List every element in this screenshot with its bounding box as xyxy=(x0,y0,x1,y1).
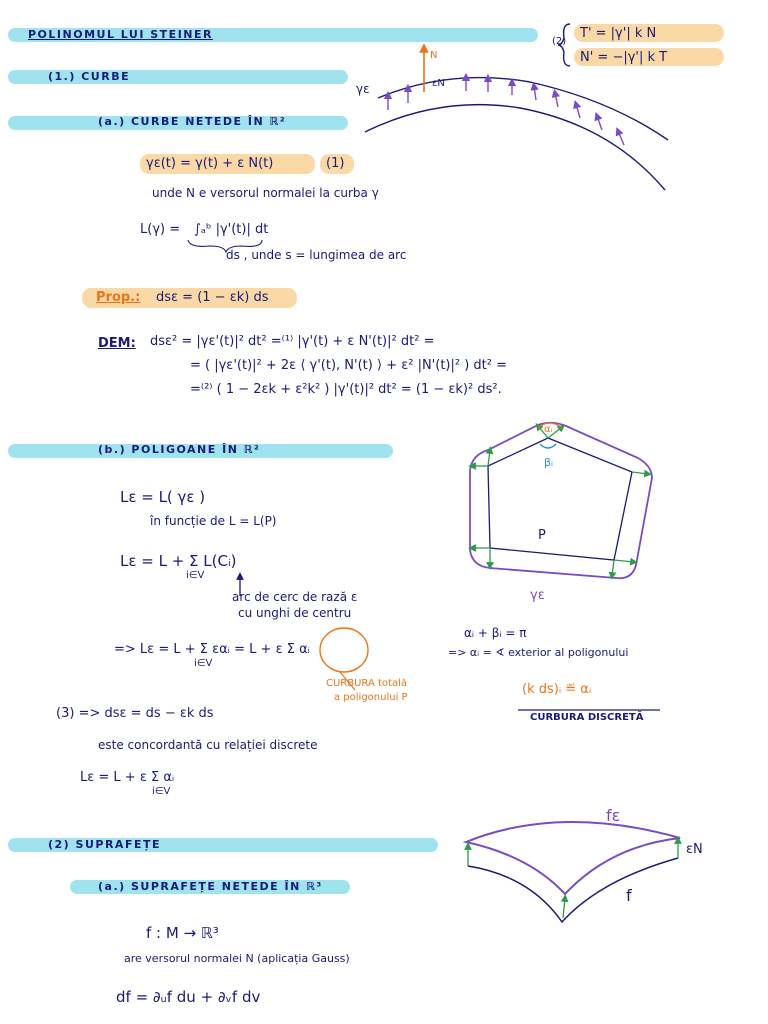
curve-label-gamma-e: γε xyxy=(356,82,370,96)
eq3-implication: (3) => dsε = ds − εk ds xyxy=(56,706,214,721)
concordance-note: este concordantă cu relației discrete xyxy=(98,738,318,752)
curbura-note-2: a poligonului P xyxy=(334,692,408,703)
differential-formula: df = ∂ᵤf du + ∂ᵥf dv xyxy=(116,988,261,1006)
exterior-angle-note: => αᵢ = ∢ exterior al poligonului xyxy=(448,646,629,659)
L-eps-final-index: i∈V xyxy=(152,786,171,797)
curve-label-eN: εN xyxy=(432,78,445,89)
ds-note: ds , unde s = lungimea de arc xyxy=(226,248,407,262)
prop-formula: dsε = (1 − εk) ds xyxy=(156,290,269,305)
arc-note-1: arc de cerc de rază ε xyxy=(232,590,358,604)
equation-1-number: (1) xyxy=(326,156,345,171)
section1a-header: (a.) CURBE NETEDE ÎN ℝ² xyxy=(98,115,287,128)
surface-map: f : M → ℝ³ xyxy=(146,924,219,942)
length-lhs: L(γ) = xyxy=(140,222,181,237)
surface-normal-note: are versorul normalei N (aplicația Gauss) xyxy=(124,952,350,965)
dem-label: DEM: xyxy=(98,336,136,351)
normal-note: unde N e versorul normalei la curba γ xyxy=(152,186,379,200)
angle-relation: αᵢ + βᵢ = π xyxy=(464,626,527,640)
L-eps-sum: Lε = L + Σ L(Cᵢ) xyxy=(120,552,237,570)
surface-label-f: f xyxy=(626,886,632,905)
poly-label-P: P xyxy=(538,528,546,543)
dem-line-1: dsε² = |γε'(t)|² dt² =⁽¹⁾ |γ'(t) + ε N'(t)|² dt² = xyxy=(150,334,435,349)
L-eps-sum-index: i∈V xyxy=(186,570,205,581)
section2-header: (2) SUPRAFEȚE xyxy=(48,838,161,851)
arc-note-2: cu unghi de centru xyxy=(238,606,352,620)
L-function-note: în funcție de L = L(P) xyxy=(150,514,277,528)
length-rhs: ∫ₐᵇ |γ'(t)| dt xyxy=(194,222,269,237)
polygon-P xyxy=(488,438,632,560)
discrete-curvature-label: CURBURA DISCRETĂ xyxy=(530,712,644,723)
curve-label-N: N xyxy=(430,50,438,61)
polygon-normals xyxy=(472,426,648,576)
L-eps-alpha-index: i∈V xyxy=(194,658,213,669)
surface-f xyxy=(468,858,678,922)
section1b-header: (b.) POLIGOANE ÎN ℝ² xyxy=(98,443,261,456)
frenet-line-2: N' = −|γ'| k T xyxy=(580,50,668,65)
discrete-curvature-def: (k ds)ᵢ ≝ αᵢ xyxy=(522,682,592,697)
dem-line-3: =⁽²⁾ ( 1 − 2εk + ε²k² ) |γ'(t)|² dt² = (1 − εk)² ds². xyxy=(190,382,502,397)
prop-label: Prop.: xyxy=(96,290,141,305)
page-title: POLINOMUL LUI STEINER xyxy=(28,28,213,41)
poly-label-beta: βᵢ xyxy=(544,456,553,469)
L-eps-def: Lε = L( γε ) xyxy=(120,488,206,506)
surface-label-eN: εN xyxy=(686,842,703,857)
frenet-marker: (2) xyxy=(552,36,567,47)
section1-header: (1.) CURBE xyxy=(48,70,131,83)
beta-arc xyxy=(540,444,556,448)
section2a-header: (a.) SUPRAFEȚE NETEDE ÎN ℝ³ xyxy=(98,880,323,893)
surface-label-fe: fε xyxy=(606,806,621,825)
surface-fe xyxy=(466,822,680,894)
poly-label-alpha: αᵢ xyxy=(544,424,553,435)
curve-gamma xyxy=(365,105,665,190)
frenet-line-1: T' = |γ'| k N xyxy=(580,26,657,41)
curbura-note-1: CURBURA totală xyxy=(326,678,407,689)
L-eps-alpha: => Lε = L + Σ εαᵢ = L + ε Σ αᵢ xyxy=(114,642,310,657)
poly-label-gamma-e: γε xyxy=(530,588,545,603)
dem-line-2: = ( |γε'(t)|² + 2ε ⟨ γ'(t), N'(t) ⟩ + ε² |N'(t)|² ) dt² = xyxy=(190,358,508,373)
sum-circle xyxy=(320,628,368,672)
L-eps-final: Lε = L + ε Σ αᵢ xyxy=(80,770,175,785)
equation-1: γε(t) = γ(t) + ε N(t) xyxy=(146,156,274,171)
